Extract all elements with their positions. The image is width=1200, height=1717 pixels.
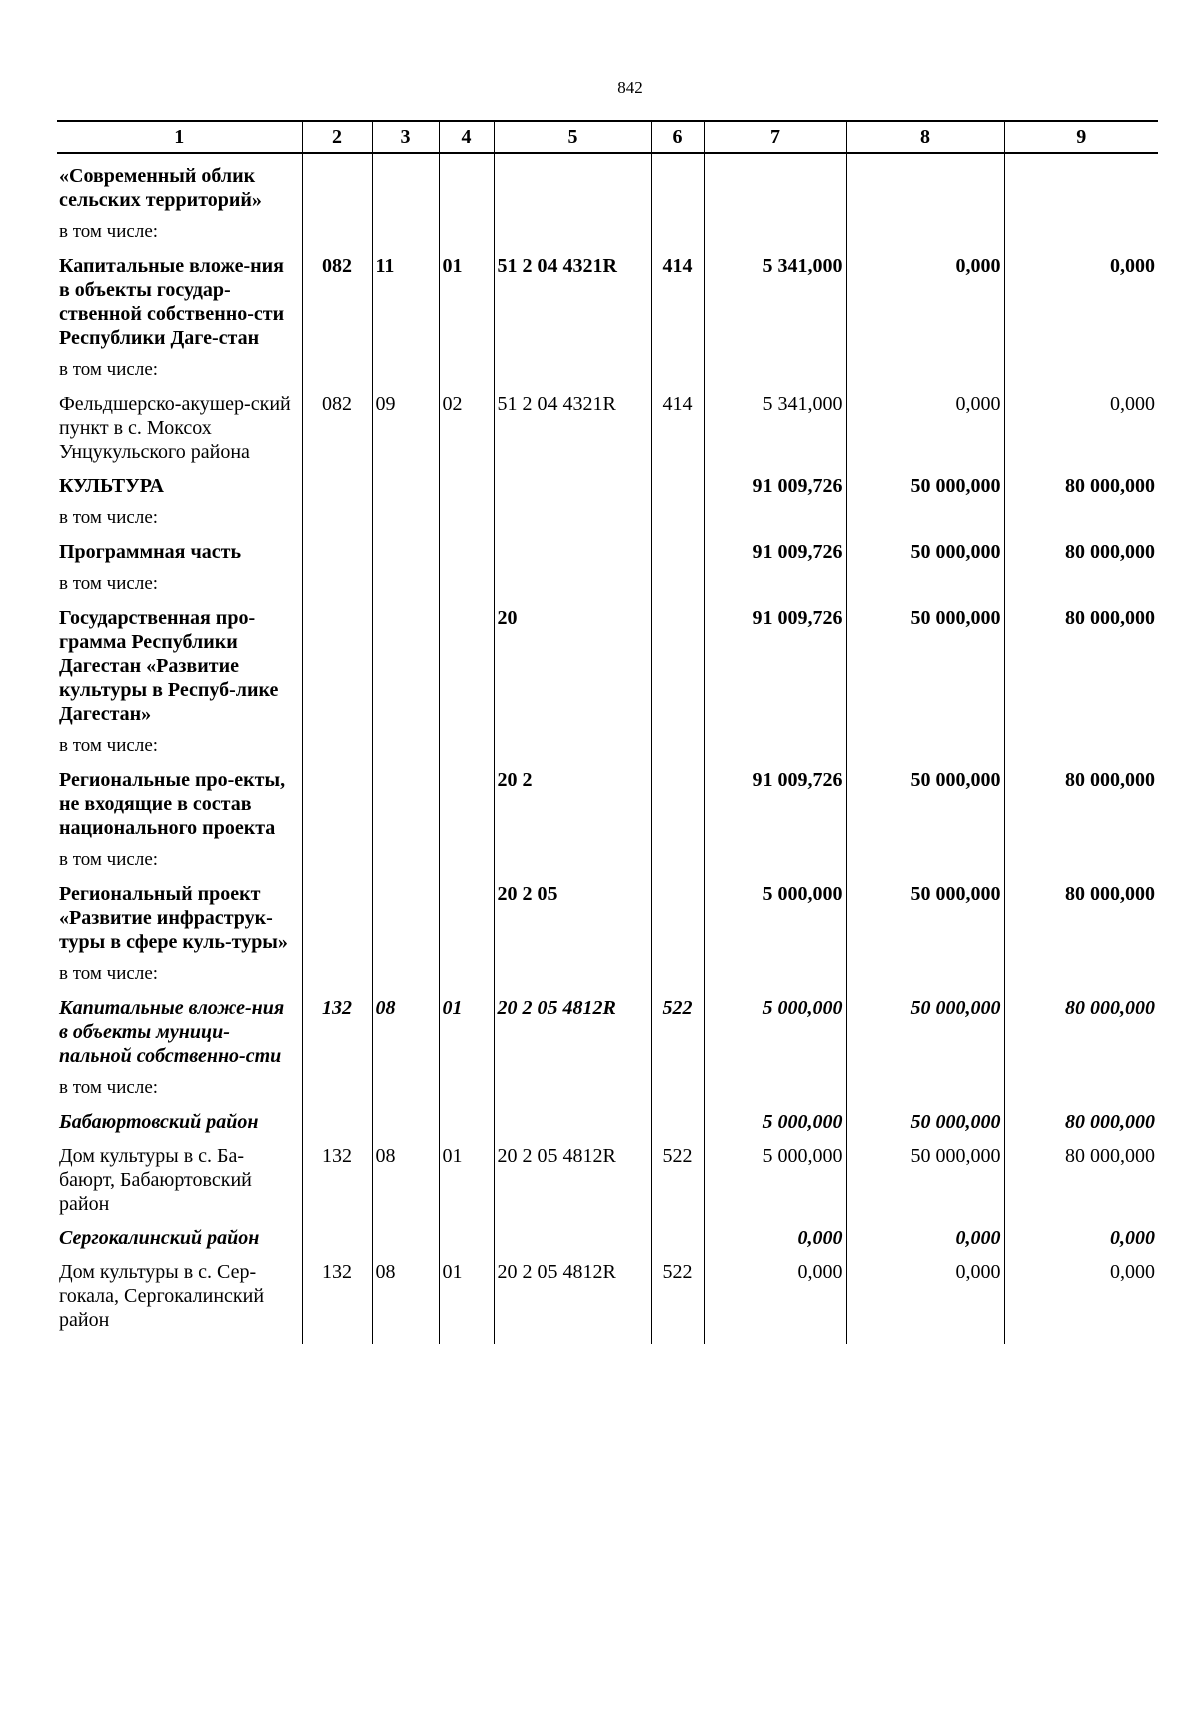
row-amount-cell: 50 000,000 [846, 768, 1004, 840]
row-amount-cell [704, 220, 846, 244]
row-name-cell: КУЛЬТУРА [59, 475, 164, 497]
row-name-cell: в том числе: [59, 359, 159, 380]
row-spacer [57, 244, 1158, 254]
row-code-cell [302, 1110, 372, 1134]
row-amount-cell: 80 000,000 [1004, 996, 1158, 1068]
row-subsection-cell [439, 220, 494, 244]
table-row [57, 358, 1158, 382]
row-name-cell: Фельдшерско-акушер-ский пункт в с. Моксох Унцукульского района [59, 393, 291, 463]
row-target-cell: 20 2 05 4812R [494, 1260, 651, 1332]
row-amount-cell [1004, 164, 1158, 212]
column-header: 5 [494, 121, 651, 153]
row-expense-type-cell [651, 540, 704, 564]
row-amount-cell [704, 358, 846, 382]
row-amount-cell: 5 000,000 [704, 996, 846, 1068]
row-expense-type-cell: 522 [651, 1260, 704, 1332]
table-row [57, 1260, 1158, 1332]
row-code-cell [302, 606, 372, 726]
row-code-cell [302, 506, 372, 530]
row-name-cell: в том числе: [59, 573, 159, 594]
row-spacer [57, 954, 1158, 962]
row-code-cell: 082 [302, 392, 372, 464]
row-target-cell [494, 1110, 651, 1134]
row-amount-cell [1004, 572, 1158, 596]
row-amount-cell: 0,000 [1004, 254, 1158, 350]
row-code-cell [302, 1226, 372, 1250]
row-amount-cell: 0,000 [1004, 392, 1158, 464]
row-subsection-cell [439, 572, 494, 596]
row-amount-cell [1004, 1076, 1158, 1100]
row-section-cell [372, 572, 439, 596]
row-section-cell [372, 606, 439, 726]
row-amount-cell: 0,000 [846, 1260, 1004, 1332]
table-row [57, 1076, 1158, 1100]
row-target-cell [494, 220, 651, 244]
row-code-cell [302, 882, 372, 954]
row-amount-cell [704, 1076, 846, 1100]
row-expense-type-cell [651, 474, 704, 498]
row-amount-cell: 5 000,000 [704, 882, 846, 954]
row-subsection-cell [439, 1076, 494, 1100]
row-amount-cell: 50 000,000 [846, 606, 1004, 726]
row-expense-type-cell [651, 506, 704, 530]
row-amount-cell: 0,000 [846, 1226, 1004, 1250]
row-name-cell: Региональный проект «Развитие инфраструк-туры в сфере куль-туры» [59, 883, 288, 953]
row-section-cell [372, 540, 439, 564]
row-amount-cell: 91 009,726 [704, 606, 846, 726]
table-row [57, 734, 1158, 758]
row-section-cell [372, 734, 439, 758]
column-header: 6 [651, 121, 704, 153]
row-spacer [57, 153, 1158, 164]
row-name-cell: в том числе: [59, 221, 159, 242]
row-name-cell: Программная часть [59, 541, 242, 563]
row-section-cell [372, 848, 439, 872]
row-amount-cell: 91 009,726 [704, 474, 846, 498]
row-name-cell: в том числе: [59, 849, 159, 870]
row-section-cell [372, 474, 439, 498]
row-amount-cell: 0,000 [704, 1226, 846, 1250]
row-subsection-cell [439, 506, 494, 530]
row-name-cell: в том числе: [59, 735, 159, 756]
row-section-cell [372, 768, 439, 840]
row-code-cell [302, 474, 372, 498]
row-section-cell [372, 358, 439, 382]
row-spacer [57, 1068, 1158, 1076]
row-target-cell: 20 2 05 4812R [494, 1144, 651, 1216]
row-expense-type-cell: 414 [651, 392, 704, 464]
row-spacer [57, 564, 1158, 572]
row-expense-type-cell [651, 572, 704, 596]
row-name-cell: Дом культуры в с. Сер-гокала, Сергокалинский район [59, 1261, 265, 1331]
row-section-cell [372, 882, 439, 954]
row-name-cell: Бабаюртовский район [59, 1111, 259, 1133]
row-target-cell [494, 474, 651, 498]
table-row [57, 254, 1158, 350]
row-amount-cell [1004, 848, 1158, 872]
row-expense-type-cell [651, 734, 704, 758]
column-header: 8 [846, 121, 1004, 153]
table-row [57, 1144, 1158, 1216]
row-code-cell [302, 164, 372, 212]
row-amount-cell [704, 164, 846, 212]
table-row [57, 220, 1158, 244]
row-spacer [57, 986, 1158, 996]
row-expense-type-cell [651, 768, 704, 840]
table-body [57, 153, 1158, 1344]
row-amount-cell: 50 000,000 [846, 540, 1004, 564]
table-row [57, 1226, 1158, 1250]
row-spacer [57, 1332, 1158, 1344]
row-target-cell: 20 [494, 606, 651, 726]
header-row [57, 121, 1158, 153]
table-row [57, 474, 1158, 498]
row-spacer [57, 1216, 1158, 1226]
row-amount-cell [846, 962, 1004, 986]
row-amount-cell: 50 000,000 [846, 474, 1004, 498]
row-code-cell: 132 [302, 1260, 372, 1332]
row-subsection-cell [439, 358, 494, 382]
row-target-cell [494, 962, 651, 986]
row-amount-cell: 80 000,000 [1004, 1144, 1158, 1216]
row-name-cell: «Современный облик сельских территорий» [59, 165, 262, 211]
row-section-cell: 08 [372, 996, 439, 1068]
row-amount-cell [1004, 358, 1158, 382]
table-row [57, 768, 1158, 840]
row-section-cell [372, 962, 439, 986]
row-amount-cell [846, 358, 1004, 382]
row-subsection-cell [439, 962, 494, 986]
row-subsection-cell [439, 164, 494, 212]
row-section-cell [372, 164, 439, 212]
row-amount-cell: 50 000,000 [846, 996, 1004, 1068]
row-amount-cell: 0,000 [704, 1260, 846, 1332]
row-name-cell: Капитальные вложе-ния в объекты государ-ственной собственно-сти Республики Даге-стан [59, 255, 285, 349]
row-amount-cell: 0,000 [846, 392, 1004, 464]
row-amount-cell [846, 164, 1004, 212]
row-amount-cell [704, 848, 846, 872]
row-spacer [57, 212, 1158, 220]
row-amount-cell: 80 000,000 [1004, 768, 1158, 840]
row-target-cell: 20 2 05 4812R [494, 996, 651, 1068]
row-spacer [57, 840, 1158, 848]
row-expense-type-cell [651, 1076, 704, 1100]
row-expense-type-cell: 522 [651, 996, 704, 1068]
row-target-cell [494, 506, 651, 530]
row-subsection-cell [439, 848, 494, 872]
row-amount-cell [846, 848, 1004, 872]
row-expense-type-cell [651, 358, 704, 382]
row-subsection-cell: 01 [439, 1260, 494, 1332]
row-amount-cell: 80 000,000 [1004, 540, 1158, 564]
row-spacer [57, 758, 1158, 768]
row-code-cell [302, 962, 372, 986]
row-name-cell: в том числе: [59, 507, 159, 528]
row-target-cell [494, 848, 651, 872]
row-section-cell [372, 506, 439, 530]
row-subsection-cell [439, 882, 494, 954]
row-section-cell [372, 1076, 439, 1100]
row-code-cell [302, 1076, 372, 1100]
row-section-cell: 11 [372, 254, 439, 350]
row-code-cell [302, 220, 372, 244]
table-row [57, 1110, 1158, 1134]
row-amount-cell [704, 734, 846, 758]
table-row [57, 540, 1158, 564]
row-target-cell [494, 734, 651, 758]
row-spacer [57, 726, 1158, 734]
row-target-cell: 20 2 [494, 768, 651, 840]
row-spacer [57, 382, 1158, 392]
row-code-cell [302, 768, 372, 840]
row-amount-cell: 0,000 [846, 254, 1004, 350]
row-amount-cell: 50 000,000 [846, 1110, 1004, 1134]
row-amount-cell: 80 000,000 [1004, 474, 1158, 498]
row-subsection-cell: 01 [439, 996, 494, 1068]
table-row [57, 962, 1158, 986]
table-row [57, 848, 1158, 872]
row-amount-cell [846, 220, 1004, 244]
column-header: 2 [302, 121, 372, 153]
row-code-cell [302, 572, 372, 596]
table-row [57, 506, 1158, 530]
row-expense-type-cell [651, 1110, 704, 1134]
row-target-cell: 51 2 04 4321R [494, 254, 651, 350]
row-amount-cell [1004, 962, 1158, 986]
column-header: 9 [1004, 121, 1158, 153]
row-section-cell: 08 [372, 1260, 439, 1332]
row-spacer [57, 350, 1158, 358]
row-subsection-cell [439, 768, 494, 840]
table-row [57, 882, 1158, 954]
row-subsection-cell [439, 606, 494, 726]
row-subsection-cell: 01 [439, 254, 494, 350]
row-target-cell [494, 540, 651, 564]
row-target-cell [494, 1076, 651, 1100]
row-name-cell: Государственная про-грамма Республики Дагестан «Развитие культуры в Респуб-лике Дагестан» [59, 607, 279, 725]
table-row [57, 164, 1158, 212]
row-amount-cell: 80 000,000 [1004, 1110, 1158, 1134]
row-amount-cell [846, 572, 1004, 596]
row-code-cell [302, 848, 372, 872]
row-subsection-cell [439, 540, 494, 564]
row-expense-type-cell [651, 606, 704, 726]
column-header: 3 [372, 121, 439, 153]
row-name-cell: Капитальные вложе-ния в объекты муници-пальной собственно-сти [59, 997, 285, 1067]
row-section-cell [372, 220, 439, 244]
row-spacer [57, 596, 1158, 606]
table-row [57, 392, 1158, 464]
row-code-cell: 082 [302, 254, 372, 350]
row-amount-cell [1004, 734, 1158, 758]
row-target-cell [494, 1226, 651, 1250]
row-target-cell: 51 2 04 4321R [494, 392, 651, 464]
row-code-cell: 132 [302, 996, 372, 1068]
row-amount-cell: 5 341,000 [704, 392, 846, 464]
row-amount-cell [704, 572, 846, 596]
row-code-cell: 132 [302, 1144, 372, 1216]
row-target-cell: 20 2 05 [494, 882, 651, 954]
row-target-cell [494, 164, 651, 212]
row-amount-cell: 5 341,000 [704, 254, 846, 350]
table-row [57, 606, 1158, 726]
row-subsection-cell [439, 1226, 494, 1250]
row-name-cell: Региональные про-екты, не входящие в состав национального проекта [59, 769, 286, 839]
row-expense-type-cell [651, 220, 704, 244]
row-amount-cell: 0,000 [1004, 1226, 1158, 1250]
row-code-cell [302, 734, 372, 758]
row-amount-cell: 80 000,000 [1004, 606, 1158, 726]
row-target-cell [494, 358, 651, 382]
row-name-cell: в том числе: [59, 1077, 159, 1098]
column-header: 7 [704, 121, 846, 153]
row-section-cell [372, 1226, 439, 1250]
row-amount-cell [1004, 506, 1158, 530]
row-amount-cell: 50 000,000 [846, 882, 1004, 954]
row-section-cell: 09 [372, 392, 439, 464]
row-amount-cell: 5 000,000 [704, 1110, 846, 1134]
row-spacer [57, 530, 1158, 540]
row-spacer [57, 498, 1158, 506]
row-amount-cell [704, 962, 846, 986]
row-subsection-cell [439, 474, 494, 498]
row-section-cell: 08 [372, 1144, 439, 1216]
row-amount-cell [704, 506, 846, 530]
row-target-cell [494, 572, 651, 596]
row-expense-type-cell [651, 848, 704, 872]
column-header: 1 [57, 121, 302, 153]
row-amount-cell: 91 009,726 [704, 540, 846, 564]
row-name-cell: Дом культуры в с. Ба-баюрт, Бабаюртовский район [59, 1145, 252, 1215]
table-row [57, 572, 1158, 596]
row-amount-cell [1004, 220, 1158, 244]
budget-table [57, 120, 1158, 1344]
row-expense-type-cell [651, 164, 704, 212]
row-expense-type-cell [651, 1226, 704, 1250]
row-amount-cell: 91 009,726 [704, 768, 846, 840]
row-subsection-cell [439, 1110, 494, 1134]
row-name-cell: в том числе: [59, 963, 159, 984]
row-section-cell [372, 1110, 439, 1134]
row-subsection-cell [439, 734, 494, 758]
row-expense-type-cell: 414 [651, 254, 704, 350]
row-code-cell [302, 540, 372, 564]
row-amount-cell [846, 734, 1004, 758]
row-spacer [57, 1250, 1158, 1260]
row-amount-cell [846, 1076, 1004, 1100]
row-amount-cell: 0,000 [1004, 1260, 1158, 1332]
row-expense-type-cell [651, 882, 704, 954]
row-name-cell: Сергокалинский район [59, 1227, 260, 1249]
table-row [57, 996, 1158, 1068]
row-spacer [57, 872, 1158, 882]
column-header: 4 [439, 121, 494, 153]
row-expense-type-cell: 522 [651, 1144, 704, 1216]
page-number: 842 [617, 78, 643, 97]
row-subsection-cell: 02 [439, 392, 494, 464]
row-amount-cell [846, 506, 1004, 530]
row-amount-cell: 80 000,000 [1004, 882, 1158, 954]
row-expense-type-cell [651, 962, 704, 986]
row-spacer [57, 1134, 1158, 1144]
row-subsection-cell: 01 [439, 1144, 494, 1216]
row-amount-cell: 5 000,000 [704, 1144, 846, 1216]
row-spacer [57, 464, 1158, 474]
row-amount-cell: 50 000,000 [846, 1144, 1004, 1216]
row-code-cell [302, 358, 372, 382]
row-spacer [57, 1100, 1158, 1110]
